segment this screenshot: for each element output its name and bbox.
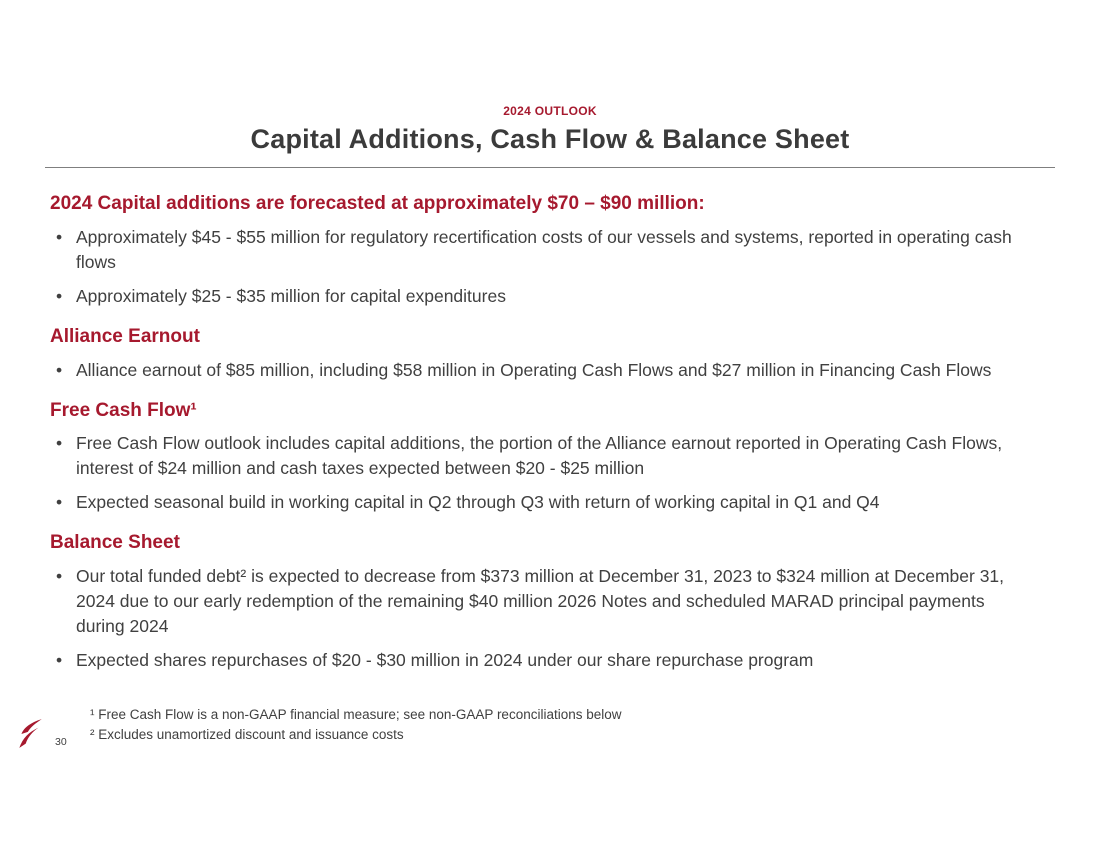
bullet-marker: • xyxy=(56,492,63,513)
slide-content xyxy=(0,168,1100,673)
bullet-marker: • xyxy=(56,285,63,306)
bullet-text: Approximately $25 - $35 million for capital expenditures xyxy=(76,285,506,306)
bullet-text: Free Cash Flow outlook includes capital additions, the portion of the Alliance earnout reported in Operating Cash Flows, interest of $24 million and cash taxes expected between $20 - $25 million xyxy=(76,433,1003,479)
footnote-1: ¹ Free Cash Flow is a non-GAAP financial measure; see non-GAAP reconciliations below xyxy=(90,707,622,722)
bullet-marker: • xyxy=(56,226,63,247)
bullet-item xyxy=(50,564,1038,639)
eyebrow-label: 2024 OUTLOOK xyxy=(503,104,597,118)
bullet-item xyxy=(50,490,1038,515)
bullet-list xyxy=(50,358,1038,383)
section-heading: Free Cash Flow¹ xyxy=(50,399,197,421)
bullet-marker: • xyxy=(56,566,63,587)
bullet-item xyxy=(50,358,1038,383)
bullet-marker: • xyxy=(56,433,63,454)
bullet-text: Approximately $45 - $55 million for regulatory recertification costs of our vessels and systems, reported in operating cash flows xyxy=(76,226,1012,272)
bullet-item xyxy=(50,225,1038,275)
footnote-2: ² Excludes unamortized discount and issuance costs xyxy=(90,727,404,743)
page-number: 30 xyxy=(55,736,67,748)
bullet-marker: • xyxy=(56,359,63,380)
bullet-text: Expected shares repurchases of $20 - $30 million in 2024 under our share repurchase program xyxy=(76,650,814,671)
bullet-marker: • xyxy=(56,650,63,671)
section-heading: 2024 Capital additions are forecasted at approximately $70 – $90 million: xyxy=(50,193,705,214)
bullet-item xyxy=(50,431,1038,481)
section-heading: Balance Sheet xyxy=(50,532,180,554)
bullet-list xyxy=(50,564,1038,673)
bullet-text: Alliance earnout of $85 million, including $58 million in Operating Cash Flows and $27 million in Financing Cash Flows xyxy=(76,359,992,380)
section-alliance-earnout xyxy=(50,326,1038,383)
bullet-list xyxy=(50,225,1038,309)
section-capital-additions xyxy=(50,193,1038,309)
bullet-item xyxy=(50,284,1038,309)
bullet-item xyxy=(50,648,1038,673)
bullet-list xyxy=(50,431,1038,515)
footnotes xyxy=(90,704,622,744)
bullet-text: Expected seasonal build in working capital in Q2 through Q3 with return of working capital in Q1 and Q4 xyxy=(76,492,880,513)
company-logo-icon xyxy=(16,718,44,750)
section-heading: Alliance Earnout xyxy=(50,325,200,347)
page-title: Capital Additions, Cash Flow & Balance Sheet xyxy=(250,124,850,154)
section-balance-sheet xyxy=(50,532,1038,673)
slide-header xyxy=(0,0,1100,155)
bullet-text: Our total funded debt² is expected to decrease from $373 million at December 31, 2023 to $324 million at December 31, 2024 due to our early redemption of the remaining $40 million 2026 Notes and scheduled MARAD principal payments during 2024 xyxy=(76,566,1005,637)
section-free-cash-flow xyxy=(50,400,1038,516)
